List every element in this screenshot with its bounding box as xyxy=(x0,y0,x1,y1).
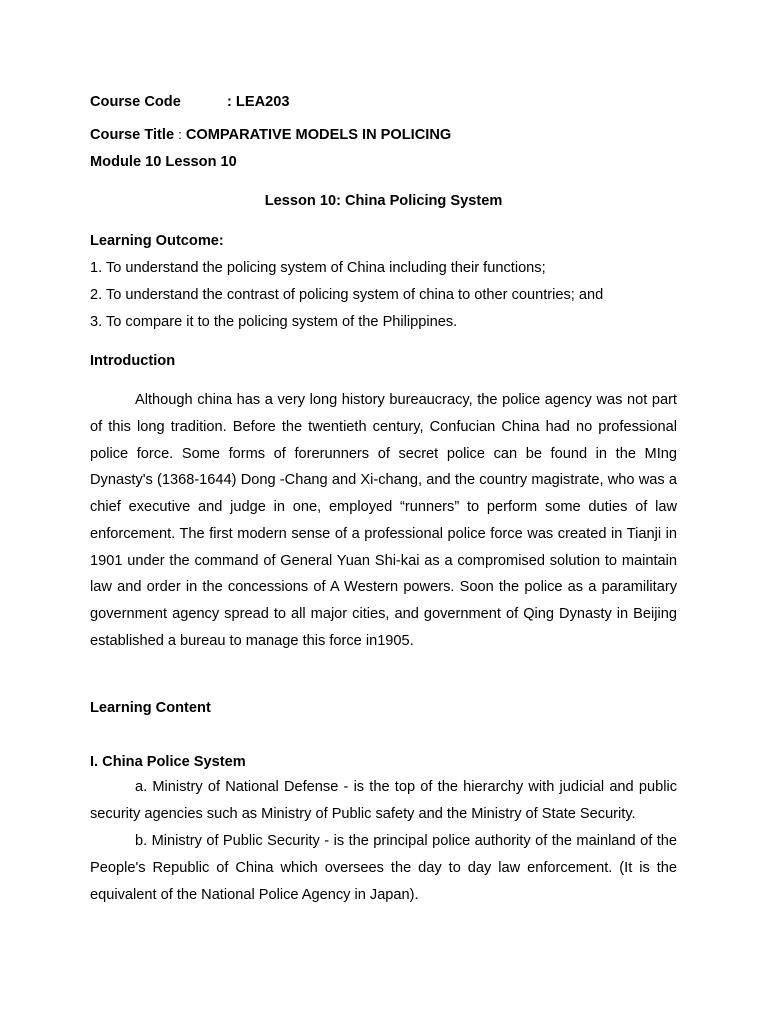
learning-outcome-item: 3. To compare it to the policing system of the Philippines. xyxy=(90,314,458,330)
course-title-line xyxy=(90,126,451,144)
learning-outcome-item: 1. To understand the policing system of China including their functions; xyxy=(90,260,546,276)
course-code-line xyxy=(90,93,289,111)
course-title-label: Course Title xyxy=(90,127,175,143)
learning-outcome-heading: Learning Outcome: xyxy=(90,233,224,249)
course-code-value: : LEA203 xyxy=(227,94,290,110)
china-police-system-heading: I. China Police System xyxy=(90,754,246,770)
introduction-heading: Introduction xyxy=(90,353,176,369)
content-item-a: a. Ministry of National Defense - is the top of the hierarchy with judicial and public security agencies such as Ministry of Public safety and the Ministry of State Security. xyxy=(90,779,677,822)
content-item-b: b. Ministry of Public Security - is the principal police authority of the mainland of the People's Republic of China which oversees the day to day law enforcement. (It is the equivalent of the National Police Agency in Japan). xyxy=(90,833,677,903)
course-title-separator: : xyxy=(178,127,182,142)
course-code-label: Course Code xyxy=(90,94,181,110)
introduction-paragraph: Although china has a very long history bureaucracy, the police agency was not part of this long tradition. Before the twentieth century, Confucian China had no professional police force. Some forms of forerunners of secret police can be found in the MIng Dynasty's (1368-1644) Dong -Chang and Xi-chang, and the country magistrate, who was a chief executive and judge in one, employed “runners” to perform some duties of law enforcement. The first modern sense of a professional police force was created in Tianji in 1901 under the command of General Yuan Shi-kai as a compromised solution to maintain law and order in the concessions of A Western powers. Soon the police as a paramilitary government agency spread to all major cities, and government of Qing Dynasty in Beijing established a bureau to manage this force in1905. xyxy=(90,392,677,649)
learning-content-heading: Learning Content xyxy=(90,700,211,716)
course-title-value: COMPARATIVE MODELS IN POLICING xyxy=(185,127,452,143)
learning-outcome-item: 2. To understand the contrast of policing system of china to other countries; and xyxy=(90,287,604,303)
lesson-title: Lesson 10: China Policing System xyxy=(264,193,503,209)
module-line: Module 10 Lesson 10 xyxy=(90,154,237,170)
